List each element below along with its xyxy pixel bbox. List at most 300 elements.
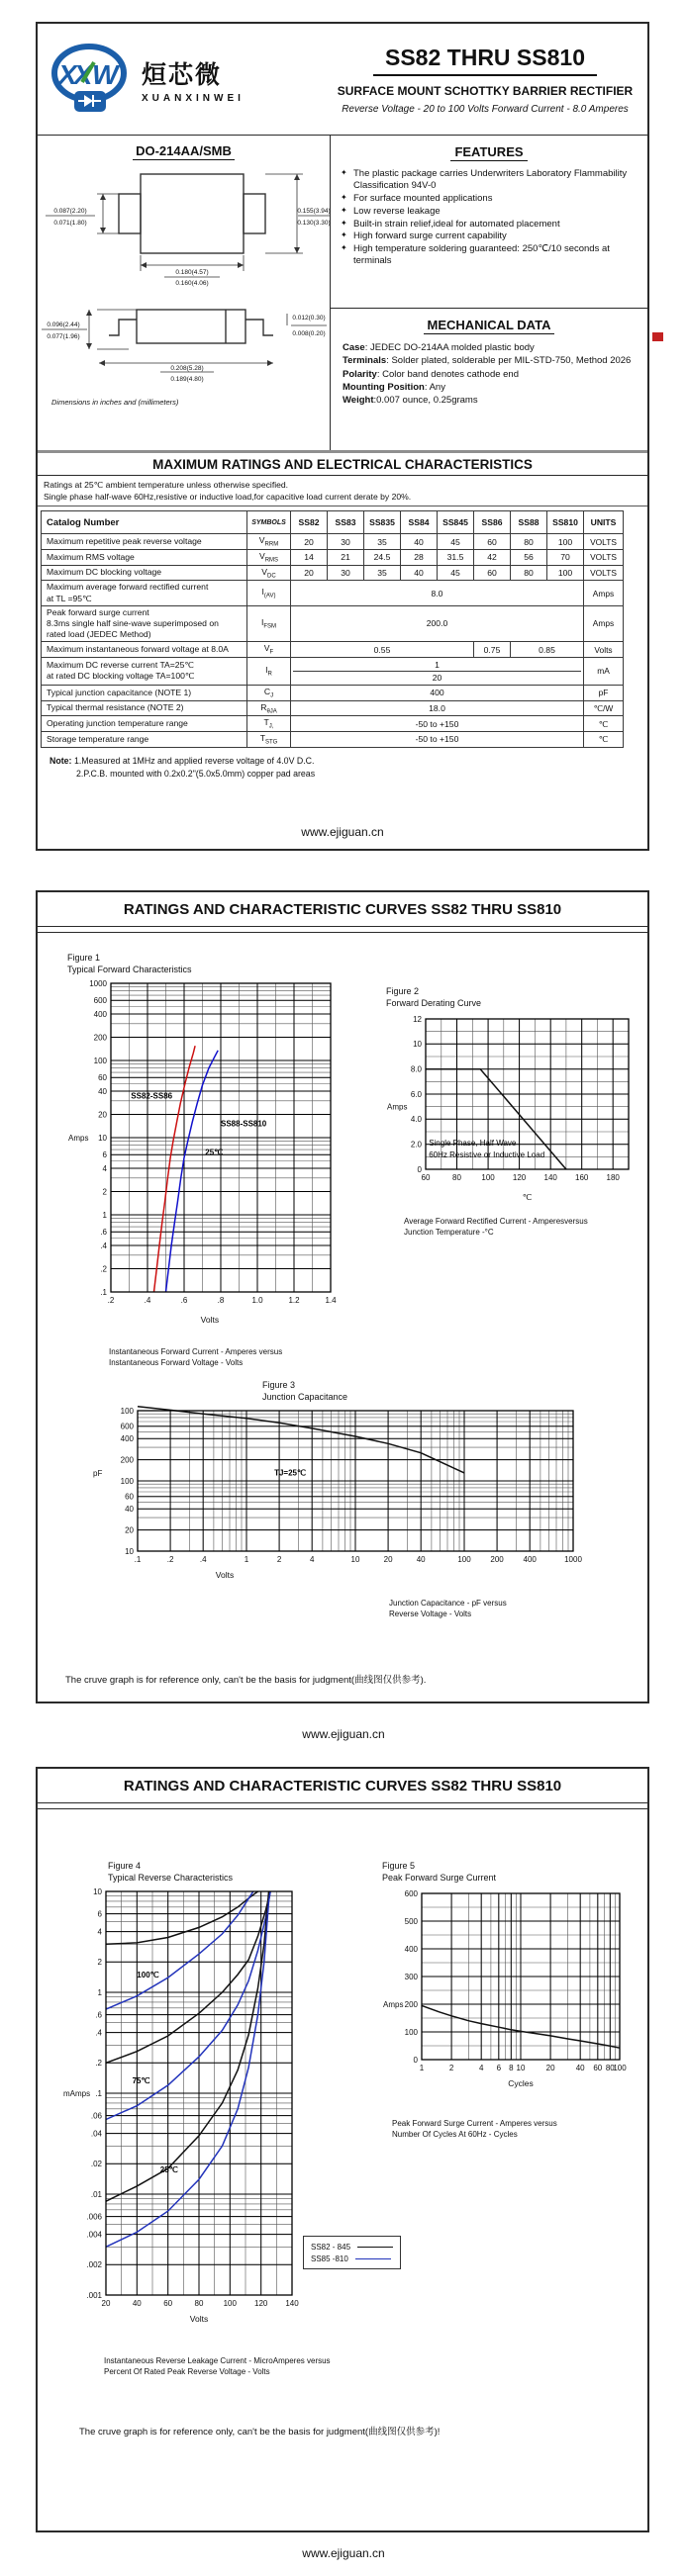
svg-text:40: 40	[125, 1505, 134, 1515]
value-cell: 100	[547, 565, 584, 581]
svg-text:40: 40	[132, 2299, 142, 2309]
col-header: SS835	[364, 511, 401, 534]
features-list	[341, 168, 638, 267]
symbol-cell: $C_J$	[247, 685, 291, 700]
unit-cell: Amps	[584, 605, 624, 642]
unit-cell: ℃/W	[584, 700, 624, 716]
svg-text:10: 10	[125, 1547, 134, 1557]
logo-mark-icon	[49, 43, 135, 116]
svg-text:40: 40	[575, 2064, 585, 2073]
svg-text:300: 300	[404, 1973, 418, 1982]
feature-item	[341, 206, 638, 218]
svg-text:500: 500	[404, 1917, 418, 1927]
y-axis-unit: Amps	[387, 1102, 408, 1112]
svg-text:200: 200	[120, 1455, 134, 1465]
figure-title: Typical Forward Characteristics	[67, 965, 192, 975]
feature-item	[341, 168, 638, 192]
value-cell: 56	[511, 549, 547, 565]
figure-number: Figure 1	[67, 953, 101, 963]
annotation: TJ=25℃	[274, 1468, 306, 1478]
dimension-lines	[46, 174, 330, 277]
annotation: Single Phase, Half Wave	[429, 1139, 517, 1149]
symbol-cell: $T_{STG}$	[247, 732, 291, 748]
brand-text	[142, 55, 245, 104]
svg-text:2: 2	[276, 1555, 282, 1565]
feature-text: Built-in strain relief,ideal for automated placement	[353, 218, 560, 230]
annotation: SS82-SS86	[131, 1091, 173, 1101]
feature-text: Low reverse leakage	[353, 205, 441, 217]
svg-text:100: 100	[613, 2064, 627, 2073]
value-cell: 14	[291, 549, 328, 565]
svg-text:100: 100	[457, 1555, 471, 1565]
col-header: SS82	[291, 511, 328, 534]
heading-rule	[38, 927, 647, 933]
legend-line-sample	[357, 2247, 393, 2248]
header-row	[42, 511, 624, 534]
svg-text:100: 100	[481, 1173, 495, 1183]
x-tick-labels	[108, 1296, 337, 1305]
svg-text:140: 140	[543, 1173, 557, 1183]
ratings-table-mount	[38, 510, 647, 748]
figure-number: Figure 2	[386, 986, 420, 996]
annotation: 100℃	[137, 1971, 159, 1980]
legend-label: SS85 -810	[311, 2254, 348, 2263]
ratings-table	[41, 510, 624, 748]
svg-text:0.180(4.57): 0.180(4.57)	[175, 269, 209, 276]
svg-text:60: 60	[593, 2064, 603, 2073]
value-cell: 30	[328, 534, 364, 550]
svg-text:10: 10	[413, 1040, 422, 1050]
series-1	[106, 1891, 253, 2009]
svg-text:20: 20	[383, 1555, 393, 1565]
right-column	[331, 136, 647, 450]
svg-text:0.189(4.80): 0.189(4.80)	[170, 376, 204, 383]
table-row	[42, 657, 624, 685]
figure3-label	[262, 1379, 585, 1403]
unit-cell: ℃	[584, 732, 624, 748]
value-cell: 45	[438, 565, 474, 581]
x-axis-unit: Volts	[200, 1315, 220, 1326]
value-cell: 400	[291, 685, 584, 700]
svg-text:.4: .4	[100, 1242, 107, 1251]
svg-text:80: 80	[452, 1173, 461, 1183]
footer-url: www.ejiguan.cn	[302, 1727, 385, 1741]
svg-text:0.012(0.30): 0.012(0.30)	[292, 315, 326, 322]
svg-text:1: 1	[244, 1555, 249, 1565]
param-cell: Maximum DC reverse current TA=25℃ at rated DC blocking voltage TA=100℃	[42, 657, 247, 685]
svg-text:0.087(2.20): 0.087(2.20)	[53, 208, 87, 215]
svg-text:120: 120	[512, 1173, 527, 1183]
symbol-cell: $I_{FSM}$	[247, 605, 291, 642]
legend-item	[311, 2253, 393, 2264]
y-axis-unit: Amps	[383, 2000, 404, 2010]
figure4-caption: Instantaneous Reverse Leakage Current - MicroAmperes versus Percent Of Rated Peak Reverse Voltage - Volts	[104, 2356, 331, 2377]
gridlines	[422, 1893, 620, 2060]
svg-text:.8: .8	[217, 1296, 225, 1306]
svg-text:0.008(0.20): 0.008(0.20)	[292, 330, 326, 337]
symbol-cell: $R_{\theta JA}$	[247, 700, 291, 716]
svg-text:.2: .2	[95, 2059, 102, 2069]
value-cell: 60	[474, 534, 511, 550]
svg-text:10: 10	[93, 1887, 102, 1897]
dimensions-caption: Dimensions in inches and (millimeters)	[51, 398, 179, 407]
value-cell: 45	[438, 534, 474, 550]
svg-text:60: 60	[98, 1073, 107, 1083]
svg-text:60: 60	[163, 2299, 173, 2309]
col-header: SS83	[328, 511, 364, 534]
symbol-cell: $T_{J,}$	[247, 716, 291, 732]
figure3-caption: Junction Capacitance - pF versus Reverse Voltage - Volts	[389, 1599, 507, 1619]
value-cell: 31.5	[438, 549, 474, 565]
curves-heading: RATINGS AND CHARACTERISTIC CURVES SS82 THRU SS810	[38, 892, 647, 927]
condition-line: Single phase half-wave 60Hz,resistive or inductive load,for capacitive load current derate by 20%.	[44, 491, 412, 502]
param-cell: Operating junction temperature range	[42, 716, 247, 732]
mechanical-line: Mounting Position: Any	[343, 381, 445, 393]
value-cell: 80	[511, 565, 547, 581]
feature-text: High temperature soldering guaranteed: 250℃/10 seconds at terminals	[353, 243, 610, 267]
svg-text:400: 400	[404, 1945, 418, 1955]
unit-cell: VOLTS	[584, 534, 624, 550]
svg-text:8: 8	[509, 2064, 514, 2073]
figure1-block	[67, 952, 341, 1369]
value-cell: 0.85	[511, 642, 584, 658]
disclaimer: The cruve graph is for reference only, can't be the basis for judgment(曲线图仅供参考).	[65, 1675, 427, 1686]
note-line-2: 2.P.C.B. mounted with 0.2x0.2"(5.0x5.0mm) copper pad areas	[76, 768, 316, 779]
svg-text:20: 20	[101, 2299, 111, 2309]
bullet-icon: ✦	[341, 205, 347, 215]
feature-text: High forward surge current capability	[353, 230, 507, 242]
symbol-cell: $I_R$	[247, 657, 291, 685]
value-cell: -50 to +150	[291, 716, 584, 732]
side-view-dimension-labels	[47, 315, 325, 383]
value-cell: 20	[291, 534, 328, 550]
svg-text:.1: .1	[134, 1555, 142, 1565]
param-cell: Maximum repetitive peak reverse voltage	[42, 534, 247, 550]
figure-title: Peak Forward Surge Current	[382, 1873, 497, 1884]
svg-text:1.4: 1.4	[325, 1296, 337, 1306]
svg-text:200: 200	[404, 2000, 418, 2010]
x-axis-unit: Volts	[189, 2314, 209, 2325]
svg-text:1: 1	[97, 1988, 102, 1998]
feature-item	[341, 243, 638, 267]
svg-text:.004: .004	[86, 2230, 102, 2240]
figure-number: Figure 4	[108, 1861, 142, 1871]
y-axis-unit: pF	[93, 1469, 103, 1479]
col-header: UNITS	[584, 511, 624, 534]
value-cell: 21	[328, 549, 364, 565]
svg-text:12: 12	[413, 1015, 422, 1025]
table-row	[42, 605, 624, 642]
figure-title: Junction Capacitance	[262, 1392, 348, 1403]
svg-text:XX: XX	[58, 59, 90, 90]
svg-text:160: 160	[575, 1173, 589, 1183]
mechanical-line: Case: JEDEC DO-214AA molded plastic body	[343, 342, 535, 353]
feature-item	[341, 193, 638, 205]
x-axis-unit: ℃	[522, 1192, 533, 1203]
svg-text:6.0: 6.0	[410, 1090, 422, 1100]
page-2	[36, 890, 649, 1703]
figure2-caption: Average Forward Rectified Current - Amperesversus Junction Temperature -°C	[404, 1217, 588, 1238]
unit-cell: Volts	[584, 642, 624, 658]
symbol-cell: $V_F$	[247, 642, 291, 658]
dimension-lines	[42, 310, 327, 372]
fig1-plot	[67, 977, 341, 1326]
svg-text:600: 600	[93, 996, 107, 1006]
svg-text:40: 40	[416, 1555, 426, 1565]
table-row	[42, 642, 624, 658]
header	[38, 24, 647, 136]
svg-text:.01: .01	[90, 2190, 102, 2200]
device-subtitle: SURFACE MOUNT SCHOTTKY BARRIER RECTIFIER	[337, 83, 634, 98]
svg-text:100: 100	[93, 1057, 107, 1066]
y-tick-labels	[89, 979, 107, 1297]
svg-text:.4: .4	[144, 1296, 151, 1306]
value-cell: 18.0	[291, 700, 584, 716]
gridlines	[111, 983, 331, 1292]
svg-text:1.0: 1.0	[251, 1296, 263, 1306]
svg-text:4: 4	[102, 1164, 107, 1174]
symbol-cell: $I_{(AV)}$	[247, 581, 291, 605]
annotation: 25℃	[205, 1148, 224, 1157]
fig5-chart	[382, 1886, 634, 2094]
bullet-icon: ✦	[341, 168, 347, 177]
svg-text:80: 80	[194, 2299, 204, 2309]
svg-text:10: 10	[516, 2064, 526, 2073]
col-header: SS810	[547, 511, 584, 534]
value-cell: 70	[547, 549, 584, 565]
table-row	[42, 581, 624, 605]
value-cell: 42	[474, 549, 511, 565]
svg-text:1000: 1000	[564, 1555, 582, 1565]
page-3	[36, 1767, 649, 2532]
svg-text:120: 120	[254, 2299, 268, 2309]
svg-text:.04: .04	[90, 2129, 102, 2139]
param-cell: Typical junction capacitance (NOTE 1)	[42, 685, 247, 700]
annotation: 60Hz Resistive or Inductive Load	[429, 1150, 545, 1160]
package-top-view-drawing	[38, 160, 331, 287]
param-cell: Maximum average forward rectified current at TL =95℃	[42, 581, 247, 605]
svg-text:.2: .2	[166, 1555, 174, 1565]
value-cell: 24.5	[364, 549, 401, 565]
svg-text:.6: .6	[180, 1296, 188, 1306]
features-section	[331, 136, 647, 308]
series-4	[106, 1891, 269, 2201]
col-header: SS88	[511, 511, 547, 534]
col-header: SYMBOLS	[247, 511, 291, 534]
annotation: 75℃	[132, 2076, 150, 2086]
symbol-cell: $V_{RMS}$	[247, 549, 291, 565]
svg-text:1.2: 1.2	[288, 1296, 300, 1306]
ratings-heading: MAXIMUM RATINGS AND ELECTRICAL CHARACTERISTICS	[38, 450, 647, 476]
part-number-title: SS82 THRU SS810	[373, 45, 597, 76]
param-cell: Maximum RMS voltage	[42, 549, 247, 565]
svg-text:0.096(2.44): 0.096(2.44)	[47, 322, 80, 328]
figure5-label	[382, 1860, 634, 1884]
features-heading: FEATURES	[341, 143, 638, 161]
table-row	[42, 716, 624, 732]
disclaimer: The cruve graph is for reference only, can't be the basis for judgment(曲线图仅供参考)!	[79, 2427, 441, 2438]
figure-title: Forward Derating Curve	[386, 998, 482, 1009]
svg-text:6: 6	[496, 2064, 502, 2073]
value-cell: 80	[511, 534, 547, 550]
svg-text:2: 2	[102, 1187, 107, 1197]
svg-text:0.208(5.28): 0.208(5.28)	[170, 365, 204, 372]
svg-text:.1: .1	[100, 1288, 107, 1298]
package-side-view-drawing	[38, 292, 331, 389]
svg-text:.06: .06	[90, 2111, 102, 2121]
svg-text:4: 4	[309, 1555, 315, 1565]
table-row	[42, 549, 624, 565]
bullet-icon: ✦	[341, 230, 347, 240]
notes	[49, 755, 647, 781]
svg-text:4: 4	[478, 2064, 484, 2073]
unit-cell: VOLTS	[584, 565, 624, 581]
annotation: 25℃	[159, 2165, 178, 2175]
svg-text:.4: .4	[199, 1555, 207, 1565]
package-drawing-panel	[38, 136, 331, 450]
mechanical-lines	[343, 341, 636, 407]
mechanical-heading: MECHANICAL DATA	[343, 317, 636, 334]
param-cell: Peak forward surge current 8.3ms single half sine-wave superimposed on rated load (JEDEC Method)	[42, 605, 247, 642]
svg-text:0.130(3.30): 0.130(3.30)	[297, 220, 331, 227]
note-prefix: Note:	[49, 755, 72, 766]
svg-text:.2: .2	[100, 1264, 107, 1274]
y-tick-labels	[411, 1015, 423, 1174]
x-tick-labels	[102, 2299, 300, 2308]
feature-item	[341, 230, 638, 242]
gridlines	[106, 1891, 292, 2295]
col-header: SS86	[474, 511, 511, 534]
value-cell: 20	[291, 565, 328, 581]
figure1-label	[67, 952, 341, 975]
fig2-plot	[386, 1011, 640, 1203]
top-view-dimension-labels	[53, 208, 330, 287]
feature-text: The plastic package carries Underwriters Laboratory Flammability Classification 94V-0	[353, 168, 628, 191]
table-row	[42, 685, 624, 700]
svg-text:600: 600	[120, 1422, 134, 1431]
svg-text:100: 100	[120, 1407, 134, 1417]
figure5-block	[382, 1860, 634, 2141]
unit-cell: VOLTS	[584, 549, 624, 565]
svg-text:1: 1	[102, 1211, 107, 1221]
value-cell: 200.0	[291, 605, 584, 642]
svg-text:.2: .2	[107, 1296, 115, 1306]
svg-text:180: 180	[606, 1173, 620, 1183]
svg-text:100: 100	[120, 1477, 134, 1487]
red-mark	[652, 332, 663, 341]
svg-text:20: 20	[545, 2064, 555, 2073]
svg-text:200: 200	[93, 1033, 107, 1043]
svg-text:400: 400	[523, 1555, 537, 1565]
svg-text:2: 2	[448, 2064, 454, 2073]
unit-cell: mA	[584, 657, 624, 685]
package-name: DO-214AA/SMB	[38, 143, 330, 158]
unit-cell: Amps	[584, 581, 624, 605]
fig2-chart	[386, 1011, 640, 1208]
value-cell: 1 20	[291, 657, 584, 685]
svg-text:40: 40	[98, 1087, 107, 1097]
svg-text:60: 60	[421, 1173, 431, 1183]
feature-text: For surface mounted applications	[353, 192, 493, 204]
y-axis-unit: mAmps	[63, 2089, 91, 2099]
mechanical-line: Terminals: Solder plated, solderable per MIL-STD-750, Method 2026	[343, 355, 632, 367]
svg-text:.4: .4	[95, 2028, 102, 2038]
col-header: SS84	[401, 511, 438, 534]
legend-line-sample	[355, 2258, 391, 2259]
ratings-line: Reverse Voltage - 20 to 100 Volts Forward Current - 8.0 Amperes	[342, 103, 629, 115]
fig5-plot	[382, 1886, 634, 2089]
param-cell: Maximum DC blocking voltage	[42, 565, 247, 581]
svg-text:0.155(3.94): 0.155(3.94)	[297, 208, 331, 215]
value-cell: 100	[547, 534, 584, 550]
svg-text:100: 100	[223, 2299, 237, 2309]
svg-text:140: 140	[285, 2299, 299, 2309]
upper-columns	[38, 136, 647, 450]
value-cell: -50 to +150	[291, 732, 584, 748]
footer-url: www.ejiguan.cn	[301, 825, 384, 839]
svg-text:10: 10	[350, 1555, 360, 1565]
note-line-1: 1.Measured at 1MHz and applied reverse voltage of 4.0V D.C.	[73, 755, 315, 766]
svg-text:60: 60	[125, 1492, 134, 1502]
param-cell: Storage temperature range	[42, 732, 247, 748]
figure3-block	[92, 1379, 585, 1620]
x-tick-labels	[420, 2064, 627, 2072]
ratings-conditions	[38, 476, 647, 506]
mechanical-data-section	[331, 308, 647, 450]
legend-label: SS82 - 845	[311, 2242, 351, 2252]
mechanical-line: Weight:0.007 ounce, 0.25grams	[343, 395, 478, 407]
svg-text:20: 20	[98, 1110, 107, 1120]
value-cell: 40	[401, 565, 438, 581]
x-tick-labels	[135, 1555, 583, 1564]
svg-text:80: 80	[605, 2064, 615, 2073]
bullet-icon: ✦	[341, 243, 347, 253]
figure2-label	[386, 985, 640, 1009]
value-cell: 28	[401, 549, 438, 565]
figure-number: Figure 5	[382, 1861, 416, 1871]
param-cell: Maximum instantaneous forward voltage at 8.0A	[42, 642, 247, 658]
brand-name-cn: 烜芯微	[142, 60, 223, 89]
fig4-legend	[303, 2236, 401, 2269]
value-cell: 8.0	[291, 581, 584, 605]
svg-text:10: 10	[98, 1134, 107, 1144]
value-cell: 40	[401, 534, 438, 550]
table-row	[42, 565, 624, 581]
svg-text:20: 20	[125, 1525, 134, 1535]
curves-heading: RATINGS AND CHARACTERISTIC CURVES SS82 THRU SS810	[38, 1769, 647, 1803]
value-cell: 0.55	[291, 642, 474, 658]
svg-text:600: 600	[404, 1889, 418, 1899]
svg-text:.6: .6	[95, 2010, 102, 2020]
y-tick-labels	[121, 1407, 135, 1556]
svg-text:4.0: 4.0	[410, 1115, 422, 1125]
svg-text:W: W	[92, 59, 119, 90]
table-row	[42, 700, 624, 716]
figure4-label	[108, 1860, 331, 1884]
dimension-arrows	[100, 174, 300, 268]
svg-text:0.077(1.96): 0.077(1.96)	[47, 333, 80, 340]
svg-text:.002: .002	[86, 2260, 102, 2270]
svg-text:2.0: 2.0	[410, 1140, 422, 1150]
svg-text:.1: .1	[95, 2089, 102, 2099]
svg-text:0.160(4.06): 0.160(4.06)	[175, 280, 209, 287]
title-block	[323, 45, 647, 115]
value-cell: 35	[364, 534, 401, 550]
figure5-caption: Peak Forward Surge Current - Amperes versus Number Of Cycles At 60Hz - Cycles	[392, 2119, 557, 2140]
svg-text:0.071(1.80): 0.071(1.80)	[53, 220, 87, 227]
svg-text:400: 400	[93, 1010, 107, 1020]
value-cell: 35	[364, 565, 401, 581]
